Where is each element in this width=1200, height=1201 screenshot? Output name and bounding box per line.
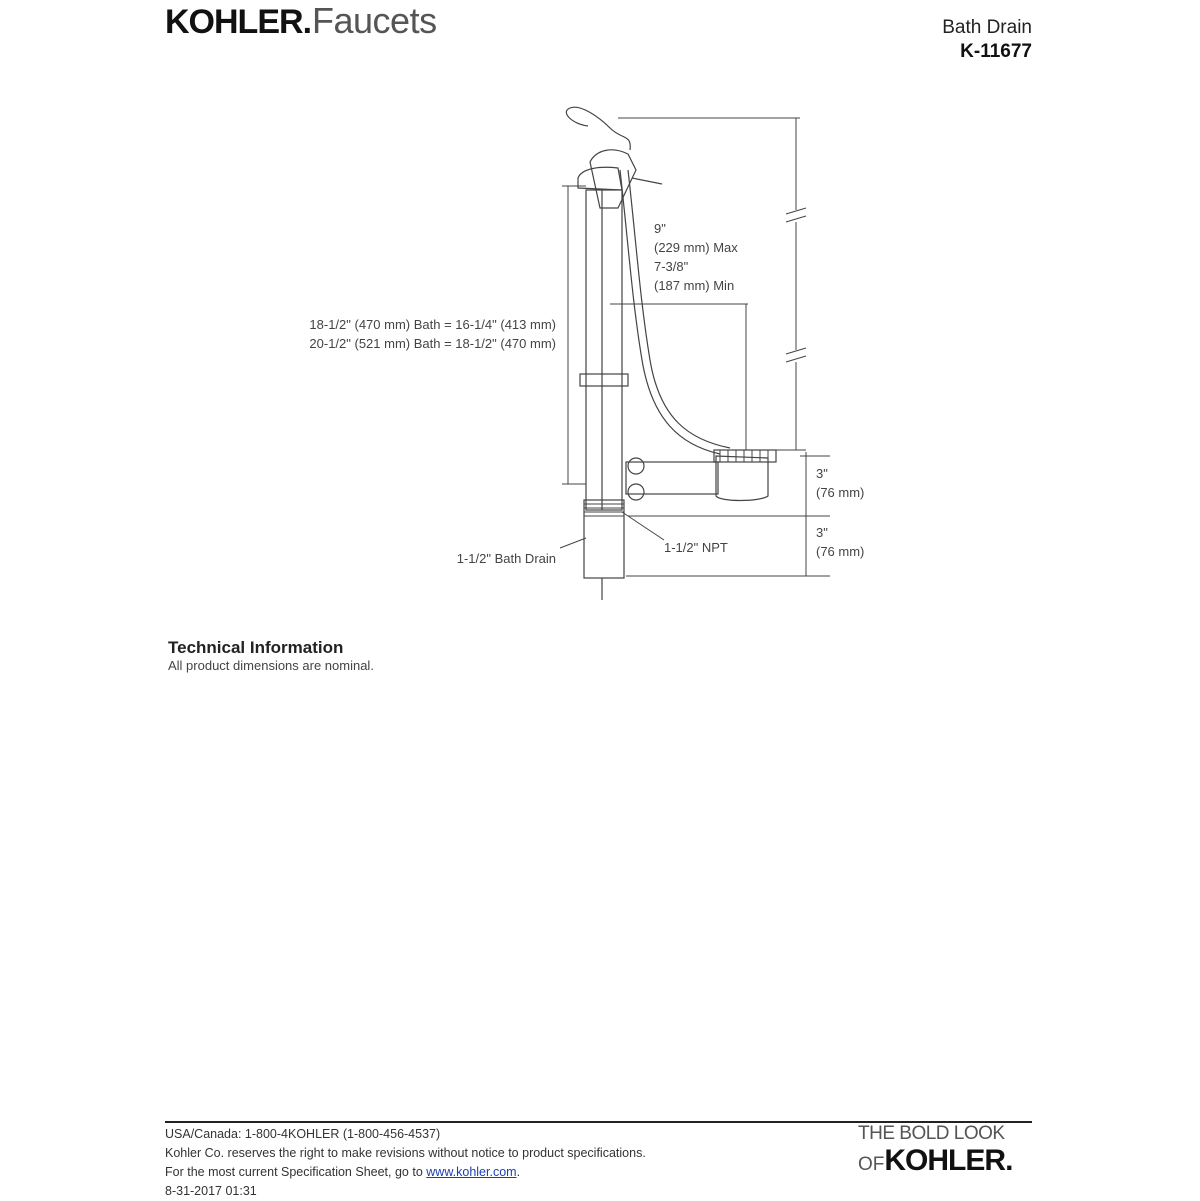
bold-look-dot: . (1005, 1144, 1013, 1177)
brand-dot: . (302, 3, 313, 41)
kohler-website-link[interactable]: www.kohler.com (426, 1165, 517, 1179)
drain-shoe (716, 456, 768, 501)
bath-drain-label: 1-1/2" Bath Drain (456, 551, 556, 566)
overflow-pipe (586, 190, 622, 510)
npt-label: 1-1/2" NPT (664, 540, 728, 555)
drain-shoe-pipe (626, 462, 718, 494)
upper-spacing-mm-label: (76 mm) (816, 485, 865, 500)
bold-look-brand: KOHLER (884, 1144, 1006, 1177)
overflow-max-mm-label: (229 mm) Max (654, 240, 738, 255)
technical-heading: Technical Information (168, 638, 344, 657)
overflow-max-label: 9" (654, 221, 666, 236)
technical-note: All product dimensions are nominal. (168, 658, 374, 673)
overflow-lever (566, 107, 630, 150)
model-number: K-11677 (960, 41, 1032, 62)
bold-look-logo (858, 1124, 1012, 1178)
footer-disclaimer: Kohler Co. reserves the right to make revisions without notice to product specifications. (165, 1146, 646, 1160)
lower-spacing-label: 3" (816, 525, 828, 540)
brand-name: KOHLER (165, 3, 303, 41)
upper-spacing-label: 3" (816, 466, 828, 481)
footer-date: 8-31-2017 01:31 (165, 1184, 257, 1198)
footer-phone: USA/Canada: 1-800-4KOHLER (1-800-456-4537) (165, 1127, 441, 1141)
bath-dimension-label-1: 18-1/2" (470 mm) Bath = 16-1/4" (413 mm) (309, 317, 556, 332)
lower-spacing-mm-label: (76 mm) (816, 544, 865, 559)
product-line: Faucets (312, 0, 437, 41)
footer-spec-sheet-prefix: For the most current Specification Sheet, go to (165, 1165, 423, 1179)
overflow-elbow (578, 167, 622, 190)
footer-spec-sheet-line: For the most current Specification Sheet, go to www.kohler.com. (165, 1165, 521, 1179)
technical-information (168, 638, 374, 674)
document-title: Bath Drain (942, 17, 1032, 38)
bold-look-tagline: THE BOLD LOOK (858, 1123, 1005, 1144)
bath-dimension-label-2: 20-1/2" (521 mm) Bath = 18-1/2" (470 mm) (309, 336, 556, 351)
bold-look-of: OF (858, 1154, 885, 1175)
overflow-min-mm-label: (187 mm) Min (654, 278, 735, 293)
overflow-cable (628, 170, 730, 448)
overflow-min-label: 7-3/8" (654, 259, 689, 274)
footer-text (165, 1125, 646, 1201)
